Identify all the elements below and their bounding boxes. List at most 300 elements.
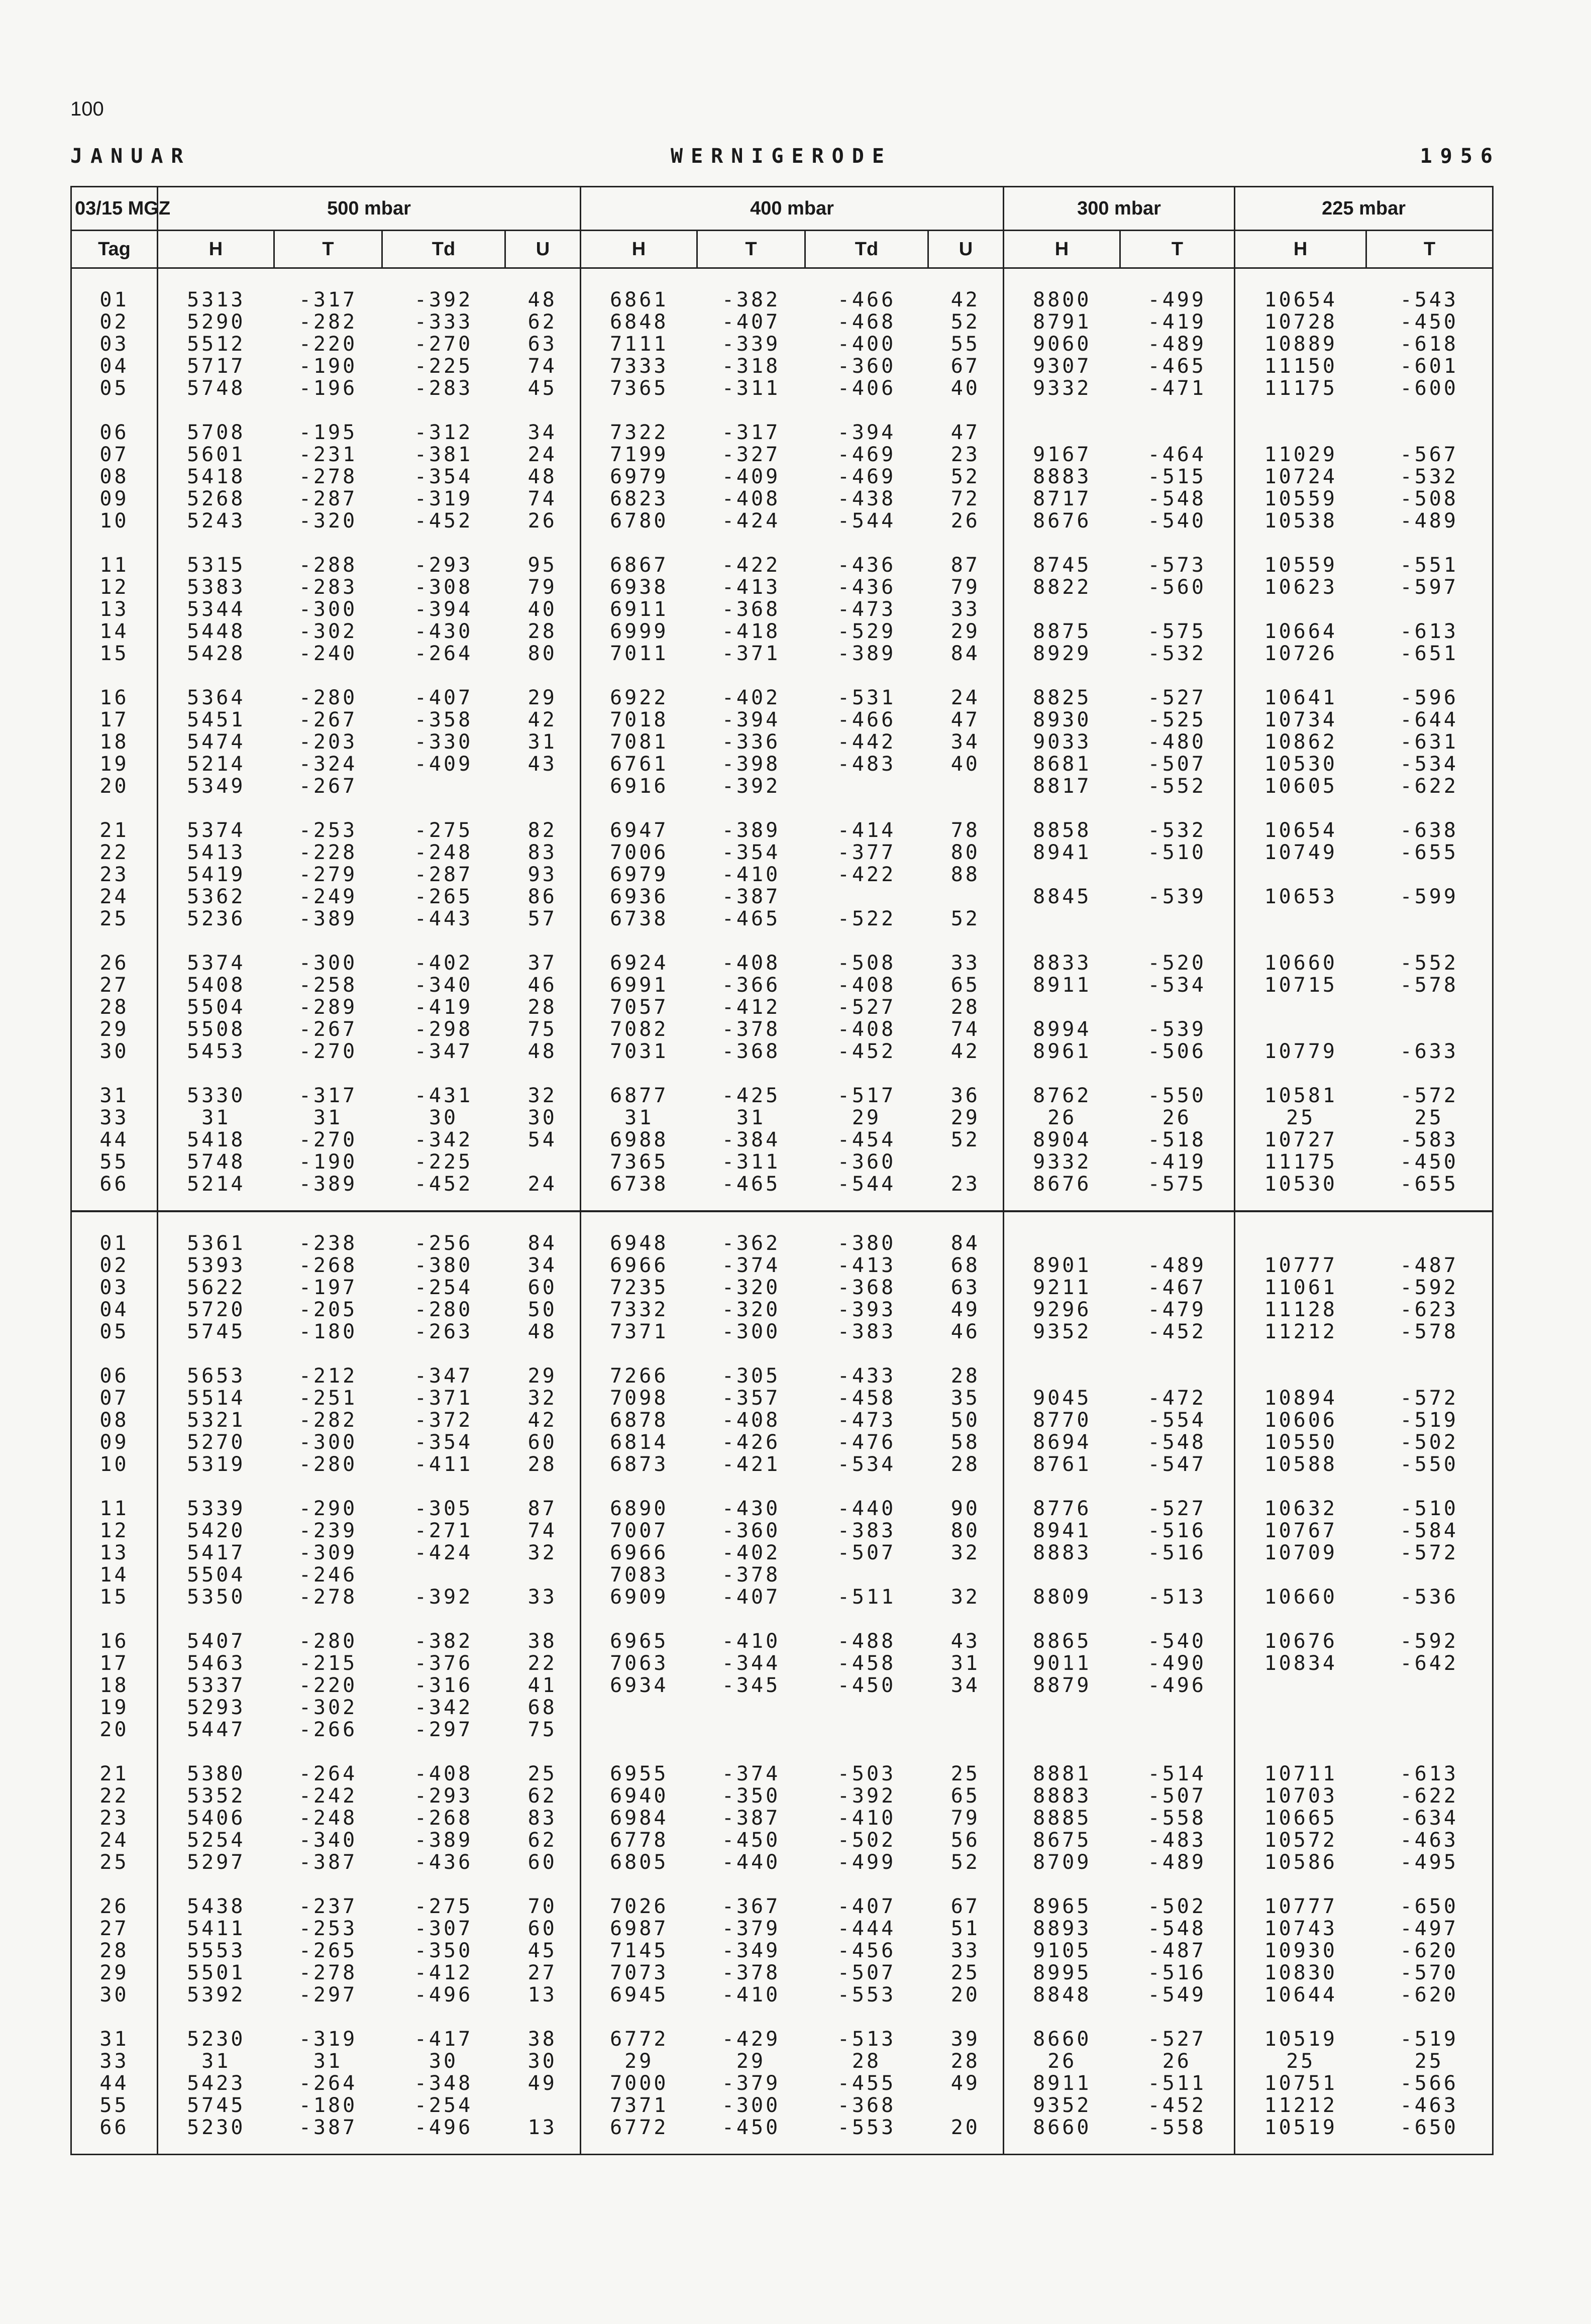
value-cell: -238: [298, 1232, 358, 1255]
table-row: [71, 1542, 1493, 1564]
table-body: [71, 268, 1493, 2155]
value-cell: -633: [1366, 1040, 1493, 1063]
value-cell: 60: [527, 1431, 557, 1454]
value-cell: 5230: [158, 2028, 274, 2050]
value-cell: -519: [1366, 2028, 1493, 2050]
value-cell: 5352: [158, 1785, 274, 1807]
spacer-row: [71, 665, 1493, 687]
value-cell: 25: [1366, 2050, 1493, 2072]
value-cell: 5268: [158, 488, 274, 510]
value-cell: 5339: [158, 1498, 274, 1520]
day-cell: 10: [71, 1453, 158, 1475]
value-cell: -368: [837, 2094, 896, 2117]
spacer-row: [71, 1195, 1493, 1211]
value-cell: -572: [1366, 1387, 1493, 1409]
value-cell: -549: [1147, 1983, 1206, 2006]
value-cell: 31: [736, 1106, 766, 1129]
value-cell: 5406: [158, 1807, 274, 1829]
value-cell: [1366, 1232, 1493, 1254]
value-cell: -387: [721, 885, 781, 908]
value-cell: 5214: [158, 753, 274, 775]
value-cell: 6890: [581, 1498, 697, 1520]
value-cell: -368: [837, 1276, 896, 1299]
value-cell: -265: [414, 885, 473, 908]
day-cell: 01: [71, 289, 158, 311]
value-cell: -268: [298, 1254, 358, 1277]
value-cell: -476: [837, 1431, 896, 1454]
value-cell: -551: [1366, 554, 1493, 576]
month-label: JANUAR: [70, 145, 191, 168]
value-cell: 5362: [158, 886, 274, 908]
value-cell: 63: [950, 1276, 980, 1299]
value-cell: -543: [1366, 289, 1493, 311]
value-cell: -496: [414, 1983, 473, 2006]
value-cell: 10777: [1235, 1895, 1366, 1918]
value-cell: 79: [527, 576, 557, 599]
value-cell: 7371: [581, 1321, 697, 1343]
value-cell: -333: [414, 310, 473, 334]
value-cell: 5420: [158, 1520, 274, 1542]
value-cell: [805, 1564, 928, 1586]
value-cell: 27: [527, 1961, 557, 1984]
day-header: Tag: [71, 231, 158, 268]
value-cell: -472: [1147, 1387, 1206, 1410]
value-cell: 34: [950, 1674, 980, 1697]
value-cell: 25: [950, 1762, 980, 1785]
value-cell: -419: [414, 996, 473, 1019]
value-cell: -360: [721, 1519, 781, 1542]
day-cell: 27: [71, 974, 158, 996]
value-cell: -458: [837, 1387, 896, 1410]
value-cell: -515: [1147, 465, 1206, 488]
table-row: [71, 620, 1493, 643]
value-cell: -502: [1147, 1895, 1206, 1918]
value-cell: -389: [837, 642, 896, 665]
value-cell: 5438: [158, 1895, 274, 1918]
value-cell: [1235, 1018, 1366, 1040]
table-row: [71, 1785, 1493, 1807]
value-cell: -518: [1147, 1128, 1206, 1151]
value-cell: 20: [950, 1983, 980, 2006]
value-cell: 80: [950, 841, 980, 864]
value-cell: -368: [721, 1040, 781, 1063]
value-cell: 54: [527, 1128, 557, 1151]
value-cell: 7098: [581, 1387, 697, 1409]
day-cell: 11: [71, 1498, 158, 1520]
value-cell: 7057: [581, 996, 697, 1018]
value-cell: 5344: [158, 598, 274, 620]
value-cell: -422: [721, 554, 781, 577]
value-cell: 8676: [1004, 510, 1120, 532]
value-cell: [1366, 908, 1493, 930]
value-cell: -394: [837, 421, 896, 444]
value-cell: 62: [527, 310, 557, 334]
value-cell: 6780: [581, 510, 697, 532]
value-cell: 28: [950, 2050, 980, 2073]
value-cell: 5393: [158, 1254, 274, 1277]
value-cell: [805, 1719, 928, 1741]
value-cell: -305: [414, 1497, 473, 1520]
value-cell: 52: [950, 1128, 980, 1151]
value-cell: 7365: [581, 377, 697, 399]
value-cell: -534: [1147, 974, 1206, 997]
value-cell: -572: [1366, 1085, 1493, 1107]
value-cell: -622: [1366, 775, 1493, 797]
value-cell: [1120, 1564, 1235, 1586]
value-cell: -513: [837, 2028, 896, 2051]
value-cell: 7371: [581, 2094, 697, 2117]
value-cell: -442: [837, 730, 896, 754]
value-cell: 10889: [1235, 333, 1366, 355]
value-cell: -489: [1366, 510, 1493, 532]
value-cell: -489: [1147, 333, 1206, 356]
col-header: Td: [805, 231, 928, 268]
value-cell: -566: [1366, 2072, 1493, 2094]
value-cell: 7000: [581, 2072, 697, 2094]
table-row: [71, 687, 1493, 709]
value-cell: -473: [837, 1409, 896, 1432]
table-row: [71, 1807, 1493, 1829]
value-cell: 5236: [158, 908, 274, 930]
value-cell: -409: [721, 465, 781, 488]
value-cell: -389: [414, 1829, 473, 1852]
day-cell: 24: [71, 1829, 158, 1851]
value-cell: 5315: [158, 554, 274, 576]
value-cell: -340: [414, 974, 473, 997]
value-cell: -280: [298, 686, 358, 709]
value-cell: 32: [527, 1084, 557, 1107]
value-cell: 93: [527, 863, 557, 886]
table-row: [71, 510, 1493, 532]
value-cell: 52: [950, 1851, 980, 1874]
value-cell: -618: [1366, 333, 1493, 355]
value-cell: -502: [837, 1829, 896, 1852]
value-cell: -440: [721, 1851, 781, 1874]
value-cell: 5553: [158, 1940, 274, 1962]
value-cell: 8675: [1004, 1829, 1120, 1851]
table-row: [71, 643, 1493, 665]
value-cell: 10834: [1235, 1652, 1366, 1674]
value-cell: 32: [950, 1586, 980, 1609]
value-cell: -297: [414, 1718, 473, 1741]
value-cell: -392: [837, 1784, 896, 1808]
value-cell: -354: [721, 841, 781, 864]
value-cell: 9352: [1004, 2094, 1120, 2117]
value-cell: 25: [527, 1762, 557, 1785]
value-cell: -570: [1366, 1962, 1493, 1984]
value-cell: [1120, 598, 1235, 620]
value-cell: -387: [721, 1807, 781, 1830]
value-cell: 10538: [1235, 510, 1366, 532]
value-cell: [1120, 421, 1235, 444]
value-cell: 45: [527, 1939, 557, 1962]
value-cell: 5512: [158, 333, 274, 355]
corner-label: 03/15 MGZ: [71, 187, 158, 231]
value-cell: -622: [1366, 1785, 1493, 1807]
value-cell: 5423: [158, 2072, 274, 2094]
value-cell: -392: [414, 1586, 473, 1609]
table-row: [71, 1151, 1493, 1173]
value-cell: -596: [1366, 687, 1493, 709]
value-cell: -510: [1366, 1498, 1493, 1520]
value-cell: -270: [298, 1128, 358, 1151]
value-cell: -600: [1366, 377, 1493, 399]
value-cell: -592: [1366, 1630, 1493, 1652]
value-cell: -220: [298, 333, 358, 356]
day-cell: 20: [71, 775, 158, 797]
value-cell: 10653: [1235, 886, 1366, 908]
value-cell: 7365: [581, 1151, 697, 1173]
value-cell: 6945: [581, 1984, 697, 2006]
value-cell: [1366, 1018, 1493, 1040]
value-cell: 8809: [1004, 1586, 1120, 1608]
value-cell: 6861: [581, 289, 697, 311]
value-cell: -225: [414, 355, 473, 378]
value-cell: -468: [837, 310, 896, 334]
col-header: U: [928, 231, 1004, 268]
value-cell: 25: [1366, 1107, 1493, 1129]
value-cell: 5330: [158, 1085, 274, 1107]
value-cell: -572: [1366, 1542, 1493, 1564]
value-cell: 8660: [1004, 2117, 1120, 2139]
value-cell: [1366, 864, 1493, 886]
value-cell: 10605: [1235, 775, 1366, 797]
day-cell: 26: [71, 952, 158, 974]
value-cell: 6738: [581, 1173, 697, 1195]
value-cell: [505, 1151, 581, 1173]
value-cell: 49: [950, 1298, 980, 1321]
value-cell: 5350: [158, 1586, 274, 1608]
value-cell: 5270: [158, 1431, 274, 1453]
value-cell: -248: [298, 1807, 358, 1830]
value-cell: -422: [837, 863, 896, 886]
value-cell: 10559: [1235, 488, 1366, 510]
value-cell: 10519: [1235, 2117, 1366, 2139]
value-cell: 8761: [1004, 1453, 1120, 1475]
spacer-row: [71, 930, 1493, 952]
value-cell: 38: [527, 2028, 557, 2051]
value-cell: 60: [527, 1917, 557, 1940]
value-cell: 33: [950, 952, 980, 975]
value-cell: 74: [527, 487, 557, 510]
table-row: [71, 1719, 1493, 1741]
value-cell: 5361: [158, 1232, 274, 1254]
value-cell: -231: [298, 443, 358, 466]
value-cell: 5243: [158, 510, 274, 532]
value-cell: 10660: [1235, 952, 1366, 974]
value-cell: -519: [1366, 1409, 1493, 1431]
value-cell: -552: [1366, 952, 1493, 974]
day-cell: 14: [71, 620, 158, 643]
value-cell: -368: [721, 598, 781, 621]
value-cell: -253: [298, 1917, 358, 1940]
value-cell: -289: [298, 996, 358, 1019]
value-cell: [382, 775, 505, 797]
value-cell: -302: [298, 1696, 358, 1719]
value-cell: 42: [527, 1409, 557, 1432]
value-cell: 28: [527, 1453, 557, 1476]
value-cell: -380: [414, 1254, 473, 1277]
value-cell: 10724: [1235, 466, 1366, 488]
value-cell: 5321: [158, 1409, 274, 1431]
day-cell: 44: [71, 2072, 158, 2094]
value-cell: 6877: [581, 1085, 697, 1107]
value-cell: [928, 775, 1004, 797]
value-cell: 50: [527, 1298, 557, 1321]
table-row: [71, 2028, 1493, 2050]
value-cell: [505, 1564, 581, 1586]
table-row: [71, 1453, 1493, 1475]
value-cell: -394: [414, 598, 473, 621]
table-row: [71, 444, 1493, 466]
value-cell: 28: [950, 1364, 980, 1388]
value-cell: -367: [721, 1895, 781, 1918]
value-cell: -280: [298, 1630, 358, 1653]
value-cell: -357: [721, 1387, 781, 1410]
spacer-row: [71, 1741, 1493, 1763]
value-cell: -419: [1147, 1150, 1206, 1174]
value-cell: -225: [414, 1150, 473, 1174]
table-row: [71, 421, 1493, 444]
value-cell: -430: [721, 1497, 781, 1520]
table-row: [71, 576, 1493, 598]
value-cell: -511: [1147, 2072, 1206, 2095]
value-cell: 9060: [1004, 333, 1120, 355]
value-cell: 41: [527, 1674, 557, 1697]
day-cell: 31: [71, 1085, 158, 1107]
value-cell: -374: [721, 1762, 781, 1785]
value-cell: -487: [1147, 1939, 1206, 1962]
value-cell: 40: [950, 753, 980, 776]
value-cell: -511: [837, 1586, 896, 1609]
value-cell: 10654: [1235, 819, 1366, 841]
value-cell: 23: [950, 443, 980, 466]
value-cell: 63: [527, 333, 557, 356]
value-cell: -180: [298, 2094, 358, 2117]
value-cell: -330: [414, 730, 473, 754]
value-cell: 43: [527, 753, 557, 776]
value-cell: 5508: [158, 1018, 274, 1040]
value-cell: -287: [414, 863, 473, 886]
value-cell: 42: [950, 1040, 980, 1063]
value-cell: -378: [721, 1018, 781, 1041]
value-cell: [1366, 1719, 1493, 1741]
day-cell: 05: [71, 1321, 158, 1343]
value-cell: -520: [1147, 952, 1206, 975]
value-cell: 5748: [158, 377, 274, 399]
value-cell: -544: [837, 509, 896, 533]
value-cell: 5653: [158, 1365, 274, 1387]
value-cell: 5708: [158, 421, 274, 444]
value-cell: 7266: [581, 1365, 697, 1387]
value-cell: -452: [1147, 2094, 1206, 2117]
value-cell: -529: [837, 620, 896, 643]
value-cell: 7332: [581, 1299, 697, 1321]
value-cell: 56: [950, 1829, 980, 1852]
day-cell: 18: [71, 1674, 158, 1697]
value-cell: [1235, 864, 1366, 886]
value-cell: 5474: [158, 731, 274, 753]
value-cell: 7235: [581, 1277, 697, 1299]
value-cell: 68: [527, 1696, 557, 1719]
value-cell: 24: [527, 1173, 557, 1196]
value-cell: 6911: [581, 598, 697, 620]
day-cell: 13: [71, 598, 158, 620]
value-cell: 48: [527, 288, 557, 311]
table-row: [71, 1365, 1493, 1387]
value-cell: -592: [1366, 1277, 1493, 1299]
value-cell: 31: [527, 730, 557, 754]
value-cell: 47: [950, 421, 980, 444]
value-cell: 9332: [1004, 1151, 1120, 1173]
value-cell: 51: [950, 1917, 980, 1940]
value-cell: 9105: [1004, 1940, 1120, 1962]
day-cell: 22: [71, 841, 158, 864]
value-cell: -300: [298, 1431, 358, 1454]
value-cell: -620: [1366, 1940, 1493, 1962]
spacer-row: [71, 399, 1493, 421]
value-cell: -379: [721, 2072, 781, 2095]
value-cell: 11029: [1235, 444, 1366, 466]
value-cell: -452: [414, 1173, 473, 1196]
value-cell: -266: [298, 1718, 358, 1741]
value-cell: 6979: [581, 466, 697, 488]
value-cell: -408: [837, 974, 896, 997]
value-cell: -180: [298, 1320, 358, 1343]
table-row: [71, 1129, 1493, 1151]
value-cell: 13: [527, 2116, 557, 2139]
value-cell: -480: [1147, 730, 1206, 754]
value-cell: 24: [527, 443, 557, 466]
value-cell: -288: [298, 554, 358, 577]
value-cell: -536: [1366, 1586, 1493, 1608]
value-cell: 10830: [1235, 1962, 1366, 1984]
value-cell: -239: [298, 1519, 358, 1542]
value-cell: -466: [837, 708, 896, 731]
value-cell: 28: [950, 1453, 980, 1476]
value-cell: 6966: [581, 1254, 697, 1277]
value-cell: -282: [298, 1409, 358, 1432]
value-cell: [382, 1564, 505, 1586]
value-cell: 49: [527, 2072, 557, 2095]
value-cell: [928, 1151, 1004, 1173]
value-cell: 6934: [581, 1674, 697, 1697]
table-row: [71, 1520, 1493, 1542]
value-cell: 5349: [158, 775, 274, 797]
value-cell: [1004, 908, 1120, 930]
value-cell: 33: [527, 1586, 557, 1609]
value-cell: -584: [1366, 1520, 1493, 1542]
value-cell: -196: [298, 377, 358, 400]
value-cell: 35: [950, 1387, 980, 1410]
value-cell: 58: [950, 1431, 980, 1454]
table-row: [71, 355, 1493, 377]
table-row: [71, 1851, 1493, 1873]
value-cell: 30: [527, 2050, 557, 2073]
value-cell: 6948: [581, 1232, 697, 1254]
day-cell: 29: [71, 1018, 158, 1040]
value-cell: 10930: [1235, 1940, 1366, 1962]
value-cell: 82: [527, 819, 557, 842]
value-cell: 8709: [1004, 1851, 1120, 1873]
table-row: [71, 1586, 1493, 1608]
day-cell: 07: [71, 444, 158, 466]
value-cell: 32: [950, 1541, 980, 1564]
value-cell: -317: [721, 421, 781, 444]
day-cell: 23: [71, 1807, 158, 1829]
value-cell: -372: [414, 1409, 473, 1432]
value-cell: 10664: [1235, 620, 1366, 643]
